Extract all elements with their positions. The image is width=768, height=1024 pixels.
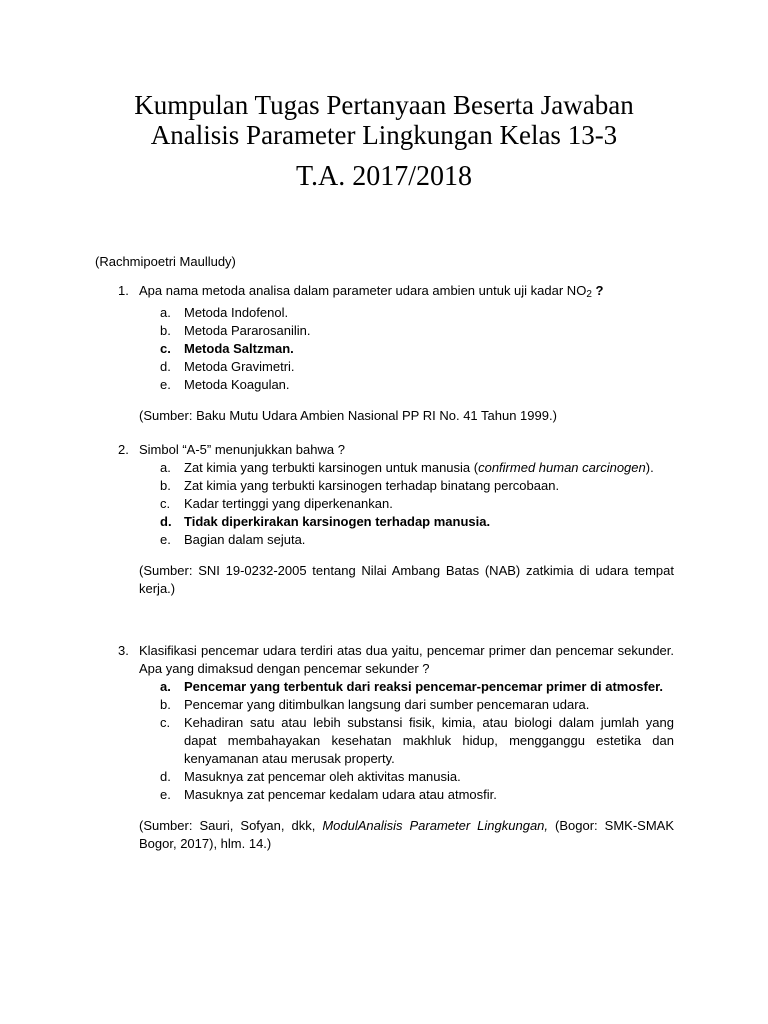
option-letter: c.: [160, 341, 171, 356]
option-italic-term: confirmed human carcinogen: [478, 460, 646, 475]
question-stem: [139, 282, 674, 304]
option-e: [160, 376, 674, 394]
document-title-line-1: Kumpulan Tugas Pertanyaan Beserta Jawaban: [134, 90, 634, 120]
option-b: [160, 477, 674, 495]
option-text: Kadar tertinggi yang diperkenankan.: [184, 496, 393, 511]
option-letter: a.: [160, 460, 171, 475]
option-letter: d.: [160, 769, 171, 784]
option-letter: a.: [160, 679, 171, 694]
option-text: Metoda Gravimetri.: [184, 359, 295, 374]
option-d: [160, 768, 674, 786]
question-number: 1.: [118, 283, 129, 298]
option-text: Kehadiran satu atau lebih substansi fisik, kimia, atau biologi dalam jumlah yang dapat membahayakan kesehatan makhluk hidup, mengganggu estetika dan kenyamanan atau merusak property.: [184, 715, 674, 766]
source-book-title: ModulAnalisis Parameter Lingkungan,: [322, 818, 549, 833]
option-e: [160, 531, 674, 549]
option-c: [160, 714, 674, 768]
option-a: [160, 459, 674, 477]
option-letter: e.: [160, 787, 171, 802]
stem-question-mark: ?: [591, 283, 604, 298]
option-text: Pencemar yang ditimbulkan langsung dari sumber pencemaran udara.: [184, 697, 590, 712]
option-letter: b.: [160, 323, 171, 338]
option-letter: a.: [160, 305, 171, 320]
option-b: [160, 322, 674, 340]
option-letter: c.: [160, 715, 171, 730]
option-letter: e.: [160, 532, 171, 547]
question-stem: Simbol “A-5” menunjukkan bahwa ?: [139, 442, 345, 457]
option-text: Metoda Saltzman.: [184, 341, 294, 356]
document-academic-year: T.A. 2017/2018: [295, 161, 473, 192]
option-text: Metoda Indofenol.: [184, 305, 289, 320]
option-letter: d.: [160, 359, 171, 374]
question-2: [118, 441, 674, 598]
option-b: [160, 696, 674, 714]
answer-options: [160, 304, 674, 394]
option-d: [160, 358, 674, 376]
stem-subscript: 2: [586, 289, 592, 300]
question-number: 2.: [118, 442, 129, 457]
question-source: (Sumber: Baku Mutu Udara Ambien Nasional PP RI No. 41 Tahun 1999.): [139, 408, 557, 423]
option-c: [160, 495, 674, 513]
question-source: (Sumber: SNI 19-0232-2005 tentang Nilai Ambang Batas (NAB) zatkimia di udara tempat kerja.): [139, 563, 674, 596]
option-text: Masuknya zat pencemar oleh aktivitas manusia.: [184, 769, 461, 784]
option-c-correct: [160, 340, 674, 358]
option-letter: b.: [160, 697, 171, 712]
source-text: (Sumber: Sauri, Sofyan, dkk,: [139, 818, 323, 833]
option-text: Pencemar yang terbentuk dari reaksi pencemar-pencemar primer di atmosfer.: [184, 679, 664, 694]
option-e: [160, 786, 674, 804]
source-publisher: (Bogor: SMK-SMAK Bogor, 2017), hlm. 14.): [139, 818, 674, 851]
option-letter: b.: [160, 478, 171, 493]
option-d-correct: [160, 513, 674, 531]
document-title-line-2: Analisis Parameter Lingkungan Kelas 13-3: [150, 120, 618, 150]
option-text: Zat kimia yang terbukti karsinogen untuk manusia (: [184, 460, 479, 475]
option-text: Masuknya zat pencemar kedalam udara atau atmosfir.: [184, 787, 497, 802]
question-3: [118, 642, 674, 853]
option-letter: e.: [160, 377, 171, 392]
option-text: Tidak diperkirakan karsinogen terhadap manusia.: [184, 514, 491, 529]
question-stem: Klasifikasi pencemar udara terdiri atas dua yaitu, pencemar primer dan pencemar sekunder. Apa yang dimaksud dengan pencemar sekunder ?: [139, 643, 674, 676]
option-letter: c.: [160, 496, 171, 511]
answer-options: [160, 678, 674, 804]
option-a-correct: [160, 678, 674, 696]
option-text: Metoda Pararosanilin.: [184, 323, 311, 338]
stem-text: Apa nama metoda analisa dalam parameter udara ambien untuk uji kadar NO: [139, 283, 587, 298]
question-number: 3.: [118, 643, 129, 658]
option-text: Metoda Koagulan.: [184, 377, 290, 392]
option-text-tail: ).: [645, 460, 654, 475]
answer-options: [160, 459, 674, 549]
author-name: (Rachmipoetri Maulludy): [95, 254, 236, 269]
option-text: Zat kimia yang terbukti karsinogen terhadap binatang percobaan.: [184, 478, 560, 493]
option-a: [160, 304, 674, 322]
question-1: [118, 282, 674, 425]
option-letter: d.: [160, 514, 172, 529]
option-text: Bagian dalam sejuta.: [184, 532, 306, 547]
question-source: [139, 817, 674, 853]
